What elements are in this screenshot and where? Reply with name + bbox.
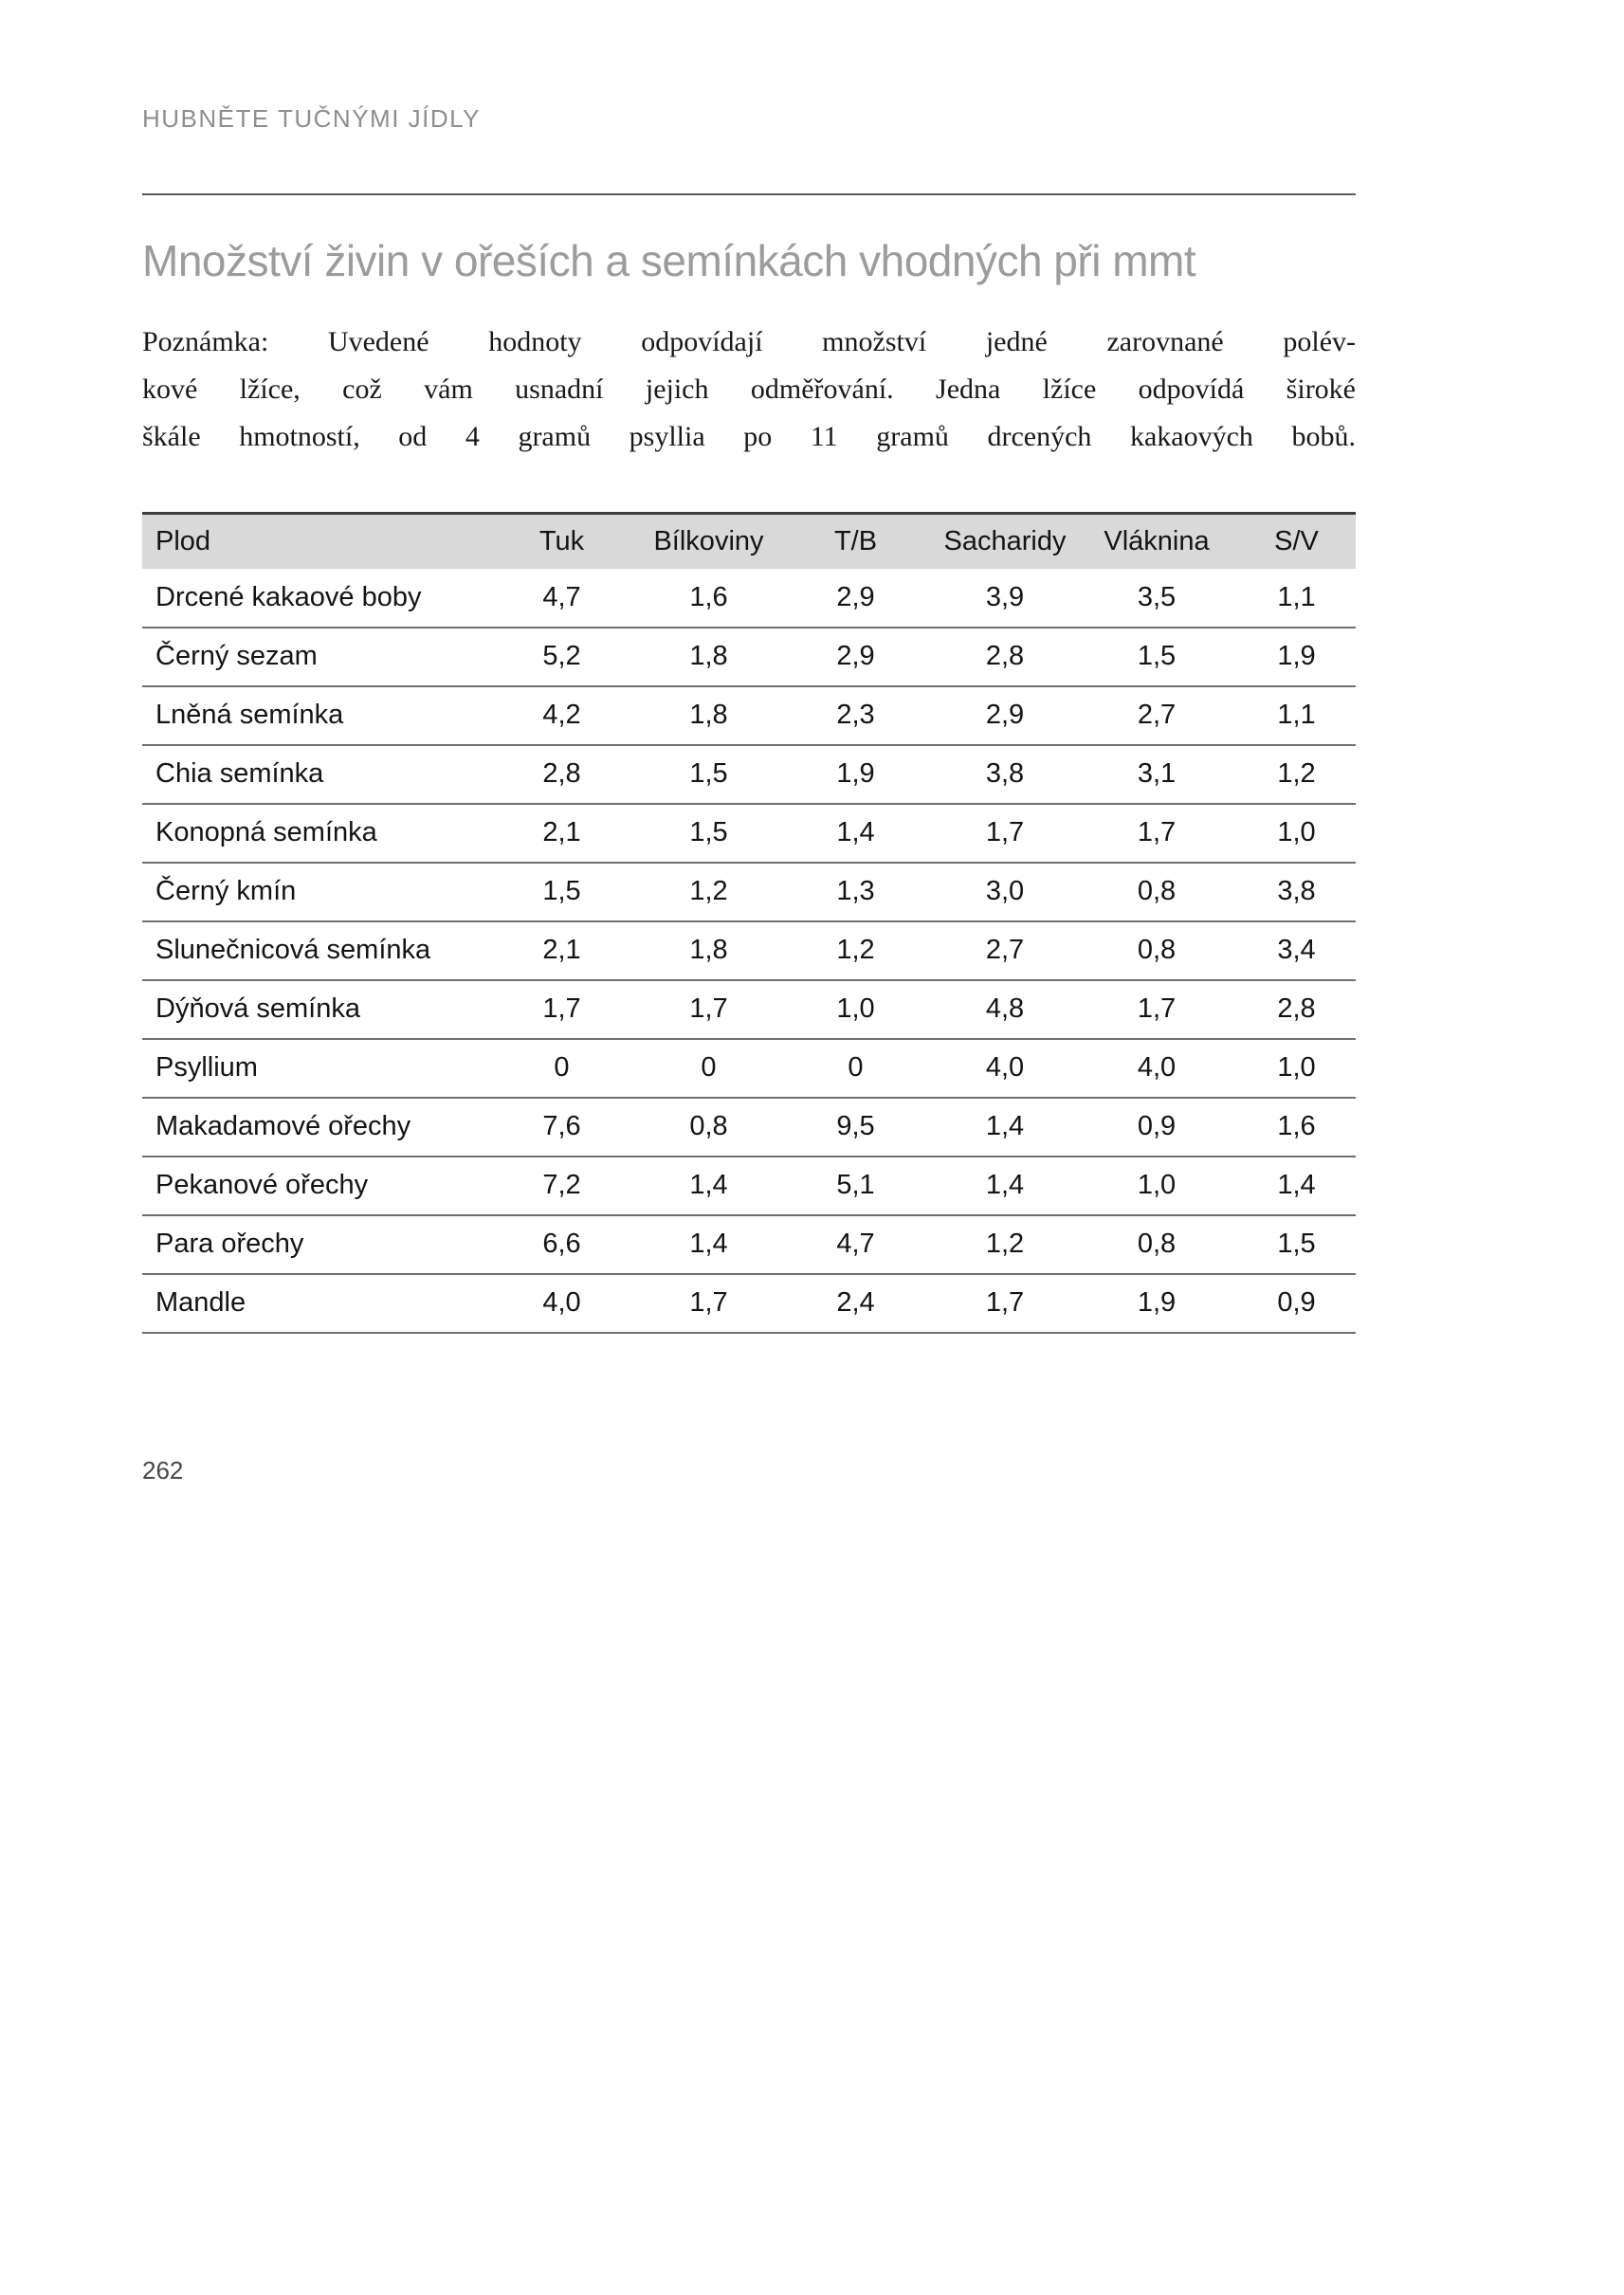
cell-value: 3,5 xyxy=(1137,581,1177,612)
cell-food-name: Konopná semínka xyxy=(155,817,377,847)
cell-value: 2,9 xyxy=(836,641,875,671)
cell-value: 1,5 xyxy=(689,817,728,847)
cell-value: 7,6 xyxy=(542,1111,581,1141)
cell-value: 1,0 xyxy=(1277,817,1316,847)
cell-value: 1,3 xyxy=(836,876,875,906)
cell-value: 3,9 xyxy=(985,581,1025,612)
cell-value: 0,8 xyxy=(689,1111,728,1141)
table-row xyxy=(142,863,1356,921)
table-row xyxy=(142,980,1356,1039)
cell-value: 1,9 xyxy=(836,758,875,789)
cell-value: 0,8 xyxy=(1137,1229,1177,1259)
cell-value: 1,8 xyxy=(689,700,728,730)
column-header: S/V xyxy=(1274,525,1319,556)
cell-value: 3,8 xyxy=(985,758,1025,789)
cell-value: 1,4 xyxy=(689,1170,728,1200)
cell-value: 4,0 xyxy=(542,1287,581,1318)
cell-food-name: Černý kmín xyxy=(155,876,297,906)
cell-value: 1,7 xyxy=(1137,993,1177,1024)
cell-value: 0,9 xyxy=(1277,1287,1316,1318)
cell-value: 1,7 xyxy=(542,993,581,1024)
column-header: T/B xyxy=(833,525,878,556)
cell-value: 1,5 xyxy=(1137,641,1177,671)
column-header: Vláknina xyxy=(1104,525,1210,556)
cell-value: 0,8 xyxy=(1137,935,1177,965)
cell-value: 1,8 xyxy=(689,935,728,965)
cell-food-name: Para ořechy xyxy=(155,1229,304,1259)
cell-value: 1,5 xyxy=(689,758,728,789)
cell-value: 1,2 xyxy=(985,1229,1025,1259)
table-row xyxy=(142,1098,1356,1157)
cell-value: 1,0 xyxy=(836,993,875,1024)
table-row xyxy=(142,1215,1356,1274)
cell-value: 4,7 xyxy=(542,581,581,612)
cell-value: 2,1 xyxy=(542,935,581,965)
cell-value: 1,2 xyxy=(689,876,728,906)
cell-value: 1,2 xyxy=(1277,758,1316,789)
cell-value: 1,7 xyxy=(985,1287,1025,1318)
cell-food-name: Mandle xyxy=(155,1287,246,1318)
column-header: Sacharidy xyxy=(943,525,1067,556)
cell-value: 2,4 xyxy=(836,1287,875,1318)
table-row xyxy=(142,569,1356,628)
cell-value: 2,1 xyxy=(542,817,581,847)
table-row xyxy=(142,1274,1356,1333)
table-row xyxy=(142,1039,1356,1098)
table-header-row xyxy=(142,514,1356,569)
cell-value: 4,0 xyxy=(1137,1052,1177,1083)
cell-food-name: Slunečnicová semínka xyxy=(155,935,431,965)
table-row xyxy=(142,921,1356,980)
table-row xyxy=(142,1157,1356,1215)
cell-food-name: Černý sezam xyxy=(155,641,318,671)
cell-value: 3,0 xyxy=(985,876,1025,906)
cell-value: 0,9 xyxy=(1137,1111,1177,1141)
note-paragraph xyxy=(142,319,1356,461)
note-line: Poznámka: Uvedené hodnoty odpovídají množství jedné zarovnané polév- xyxy=(142,326,1356,357)
cell-value: 1,1 xyxy=(1277,581,1316,612)
cell-value: 1,9 xyxy=(1137,1287,1177,1318)
cell-value: 1,7 xyxy=(689,993,728,1024)
cell-food-name: Chia semínka xyxy=(155,758,324,789)
cell-value: 1,2 xyxy=(836,935,875,965)
cell-value: 2,8 xyxy=(985,641,1025,671)
cell-value: 1,6 xyxy=(1277,1111,1316,1141)
cell-value: 1,1 xyxy=(1277,700,1316,730)
cell-food-name: Lněná semínka xyxy=(155,700,344,730)
cell-value: 0 xyxy=(701,1052,717,1083)
cell-value: 7,2 xyxy=(542,1170,581,1200)
cell-value: 4,2 xyxy=(542,700,581,730)
cell-value: 2,7 xyxy=(985,935,1025,965)
note-line: kové lžíce, což vám usnadní jejich odměřování. Jedna lžíce odpovídá široké xyxy=(142,373,1356,405)
cell-value: 2,8 xyxy=(1277,993,1316,1024)
cell-value: 4,0 xyxy=(985,1052,1025,1083)
nutrient-table xyxy=(142,512,1356,1334)
cell-food-name: Dýňová semínka xyxy=(155,993,360,1024)
cell-value: 5,2 xyxy=(542,641,581,671)
cell-food-name: Pekanové ořechy xyxy=(155,1170,369,1200)
table-row xyxy=(142,804,1356,863)
cell-value: 3,1 xyxy=(1137,758,1177,789)
cell-value: 1,5 xyxy=(542,876,581,906)
cell-value: 2,8 xyxy=(542,758,581,789)
cell-food-name: Drcené kakaové boby xyxy=(155,581,422,612)
cell-value: 2,9 xyxy=(985,700,1025,730)
cell-value: 1,5 xyxy=(1277,1229,1316,1259)
note-line: škále hmotností, od 4 gramů psyllia po 11 gramů drcených kakaových bobů. xyxy=(142,421,1356,452)
cell-value: 0,8 xyxy=(1137,876,1177,906)
page-number: 262 xyxy=(142,1456,184,1484)
table-row xyxy=(142,628,1356,686)
table-row xyxy=(142,686,1356,745)
cell-value: 1,6 xyxy=(689,581,728,612)
cell-food-name: Makadamové ořechy xyxy=(155,1111,411,1141)
cell-value: 1,0 xyxy=(1277,1052,1316,1083)
table-row xyxy=(142,745,1356,804)
cell-value: 4,8 xyxy=(985,993,1025,1024)
cell-food-name: Psyllium xyxy=(155,1052,258,1083)
cell-value: 2,9 xyxy=(836,581,875,612)
page-title: Množství živin v ořeších a semínkách vhodných při mmt xyxy=(142,236,1196,285)
cell-value: 4,7 xyxy=(836,1229,875,1259)
table-head xyxy=(142,514,1356,569)
cell-value: 1,9 xyxy=(1277,641,1316,671)
cell-value: 1,4 xyxy=(985,1111,1025,1141)
header-rule xyxy=(142,193,1356,195)
cell-value: 5,1 xyxy=(836,1170,875,1200)
column-header: Tuk xyxy=(538,525,585,556)
cell-value: 2,7 xyxy=(1137,700,1177,730)
cell-value: 1,0 xyxy=(1137,1170,1177,1200)
cell-value: 1,7 xyxy=(1137,817,1177,847)
cell-value: 6,6 xyxy=(542,1229,581,1259)
cell-value: 9,5 xyxy=(836,1111,875,1141)
cell-value: 1,7 xyxy=(985,817,1025,847)
cell-value: 0 xyxy=(554,1052,570,1083)
cell-value: 1,8 xyxy=(689,641,728,671)
cell-value: 3,8 xyxy=(1277,876,1316,906)
cell-value: 1,4 xyxy=(985,1170,1025,1200)
cell-value: 1,4 xyxy=(836,817,875,847)
column-header: Bílkoviny xyxy=(653,525,764,556)
table-body xyxy=(142,569,1356,1333)
cell-value: 2,3 xyxy=(836,700,875,730)
cell-value: 1,7 xyxy=(689,1287,728,1318)
column-header-food: Plod xyxy=(155,525,211,556)
cell-value: 3,4 xyxy=(1277,935,1316,965)
cell-value: 1,4 xyxy=(689,1229,728,1259)
running-header: HUBNĚTE TUČNÝMI JÍDLY xyxy=(142,104,482,133)
cell-value: 1,4 xyxy=(1277,1170,1316,1200)
cell-value: 0 xyxy=(848,1052,864,1083)
